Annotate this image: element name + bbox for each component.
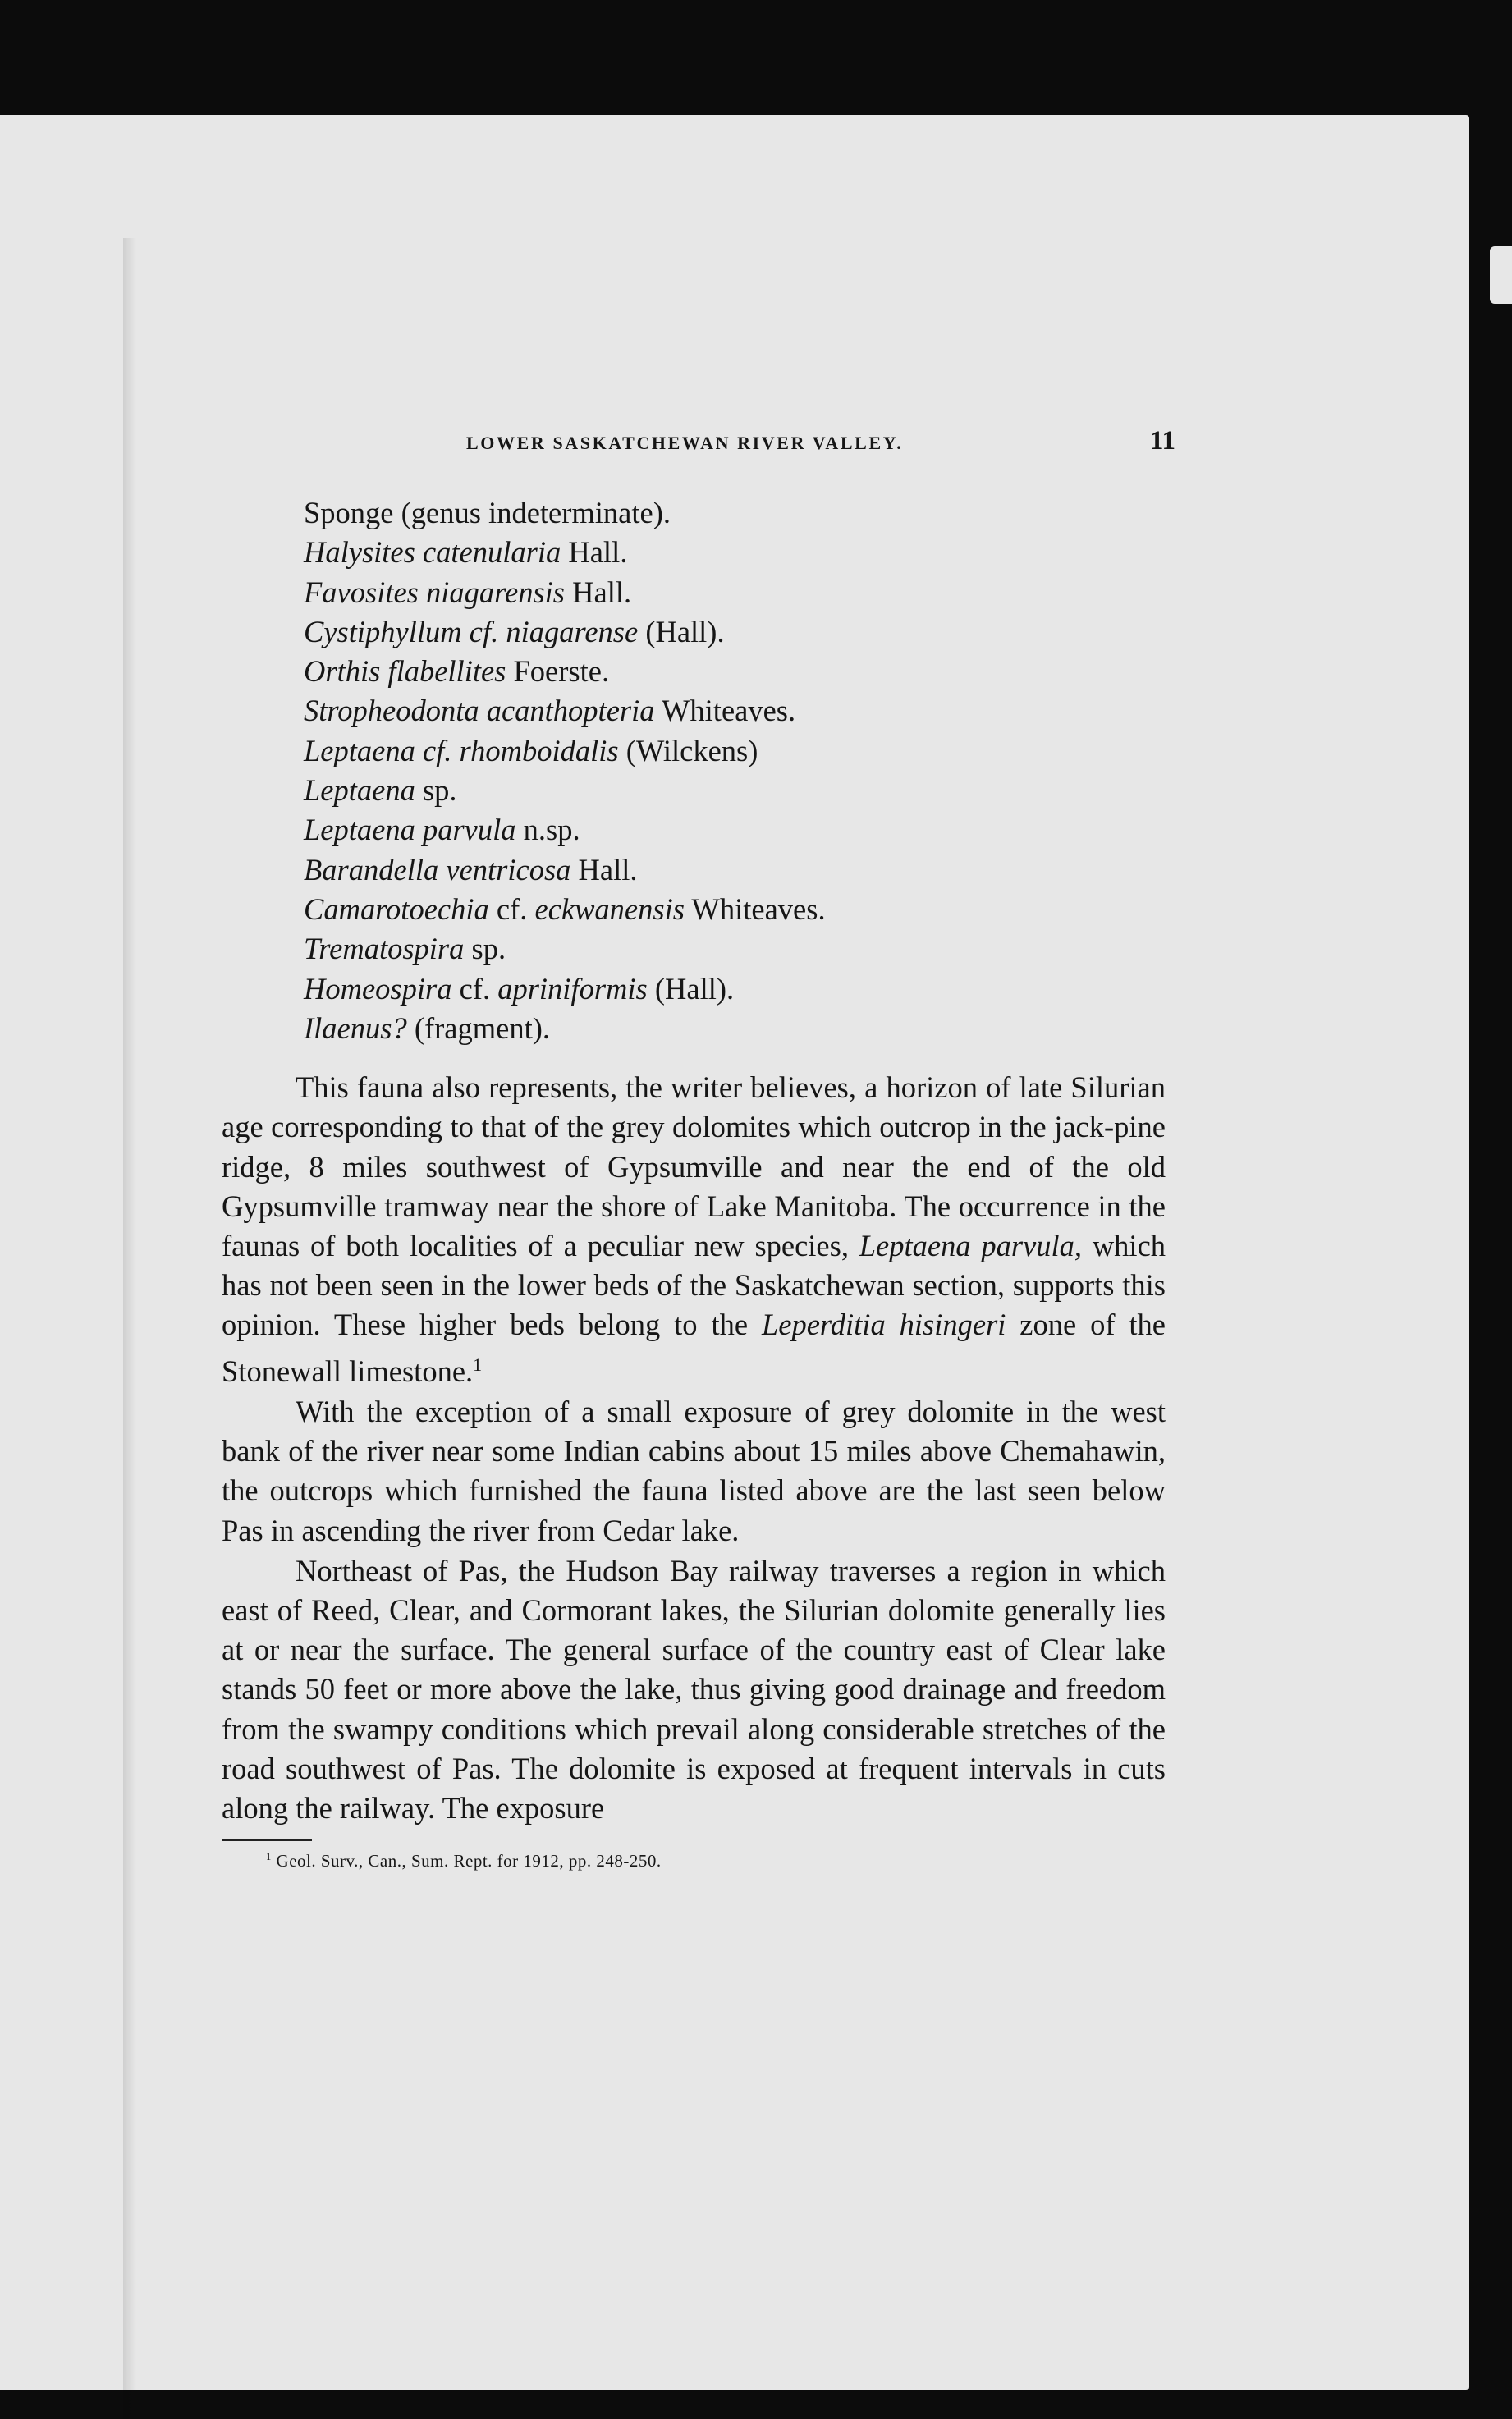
author-text: cf.	[451, 971, 498, 1006]
running-head-title: LOWER SASKATCHEWAN RIVER VALLEY.	[466, 433, 904, 453]
page-number: 11	[1149, 426, 1175, 456]
fauna-list	[304, 493, 1166, 1048]
author-text: cf.	[488, 891, 535, 926]
species-name: Cystiphyllum cf. niagarense	[304, 614, 639, 648]
author-text: (Wilckens)	[618, 733, 758, 767]
species-name: Camarotoechia	[304, 891, 489, 926]
footnote-marker: 1	[266, 1851, 272, 1863]
author-text: Foerste.	[506, 654, 610, 689]
species-name: Ilaenus?	[304, 1010, 407, 1045]
running-head	[222, 423, 1175, 472]
author-text: (Hall).	[647, 971, 735, 1006]
author-text: Whiteaves.	[654, 694, 796, 728]
species-name: Leptaena cf. rhomboidalis	[304, 733, 619, 767]
zone-name: Leperditia hisingeri	[761, 1308, 1006, 1342]
paragraph-railway: Northeast of Pas, the Hudson Bay railway traverses a region in which east of Reed, Clear, and Cormorant lakes, the Silurian dolomite generally lies at or near the surface. The general surface of the country east of Clear lake stands 50 feet or more above the lake, thus giving good drainage and freedom from the swampy conditions which prevail along considerable stretches of the road southwest of Pas. The dolomite is exposed at frequent intervals in cuts along the railway. The exposure	[222, 1553, 1166, 1825]
author-text: Hall.	[565, 575, 632, 609]
author-text: Sponge (genus indeterminate).	[304, 496, 671, 529]
footnote	[222, 1851, 1166, 1872]
fauna-list-item	[304, 573, 1166, 612]
species-name: Stropheodonta acanthopteria	[304, 694, 655, 728]
author-text: n.sp.	[515, 813, 580, 847]
species-name: apriniformis	[497, 971, 648, 1006]
author-text: Hall.	[570, 852, 638, 887]
paragraph-chemahawin: With the exception of a small exposure of grey dolomite in the west bank of the river near some Indian cabins about 15 miles above Chemahawin, the outcrops which furnished the fauna listed above are the last seen below Pas in ascending the river from Cedar lake.	[222, 1394, 1166, 1547]
fauna-list-item	[304, 652, 1166, 691]
species-name: Leptaena	[304, 773, 415, 808]
species-name: Halysites catenularia	[304, 535, 561, 570]
species-name: Orthis flabellites	[304, 654, 506, 689]
footnote-reference: 1	[473, 1354, 483, 1375]
species-name: Leptaena parvula,	[859, 1228, 1083, 1262]
page-text	[222, 423, 1175, 1872]
fauna-list-item	[304, 691, 1166, 731]
body-text	[222, 1068, 1166, 1828]
fauna-list-item	[304, 612, 1166, 652]
author-text: sp.	[415, 773, 457, 808]
species-name: Favosites niagarensis	[304, 575, 566, 609]
species-name: Leptaena parvula	[304, 813, 516, 847]
footnote-divider	[222, 1839, 312, 1841]
page-edge-tab	[1490, 246, 1512, 304]
footnote-text: Geol. Surv., Can., Sum. Rept. for 1912, pp. 248-250.	[271, 1851, 662, 1872]
species-name: eckwanensis	[534, 891, 685, 926]
fauna-list-item	[304, 731, 1166, 771]
fauna-list-item	[304, 969, 1166, 1009]
fauna-list-item	[304, 890, 1166, 929]
fauna-list-item	[304, 810, 1166, 850]
fauna-list-item	[304, 533, 1166, 572]
fauna-list-item	[304, 1009, 1166, 1048]
species-name: Barandella ventricosa	[304, 852, 571, 887]
fauna-list-item	[304, 850, 1166, 890]
page-fold-shadow	[123, 238, 136, 2419]
fauna-list-item	[304, 771, 1166, 810]
author-text: (Hall).	[638, 614, 725, 648]
author-text: (fragment).	[406, 1010, 551, 1045]
species-name: Trematospira	[304, 932, 465, 966]
author-text: Whiteaves.	[684, 891, 826, 926]
paragraph-fauna-horizon: This fauna also represents, the writer believes, a horizon of late Silurian age corresponding to that of the grey dolomites which outcrop in the jack-pine ridge, 8 miles southwest of Gypsumville and near the end of the old Gypsumville tramway near the shore of Lake Manitoba. The occurrence in the faunas of both localities of a peculiar new species, Leptaena parvula, which has not been seen in the lower beds of the Saskatchewan section, supports this opinion. These higher beds belong to the Leperditia hisingeri zone of the Stonewall limestone.$^1$	[222, 1070, 1166, 1388]
author-text: sp.	[464, 932, 506, 966]
fauna-list-item	[304, 929, 1166, 969]
species-name: Homeospira	[304, 971, 452, 1006]
author-text: Hall.	[561, 535, 628, 570]
fauna-list-item	[304, 493, 1166, 533]
